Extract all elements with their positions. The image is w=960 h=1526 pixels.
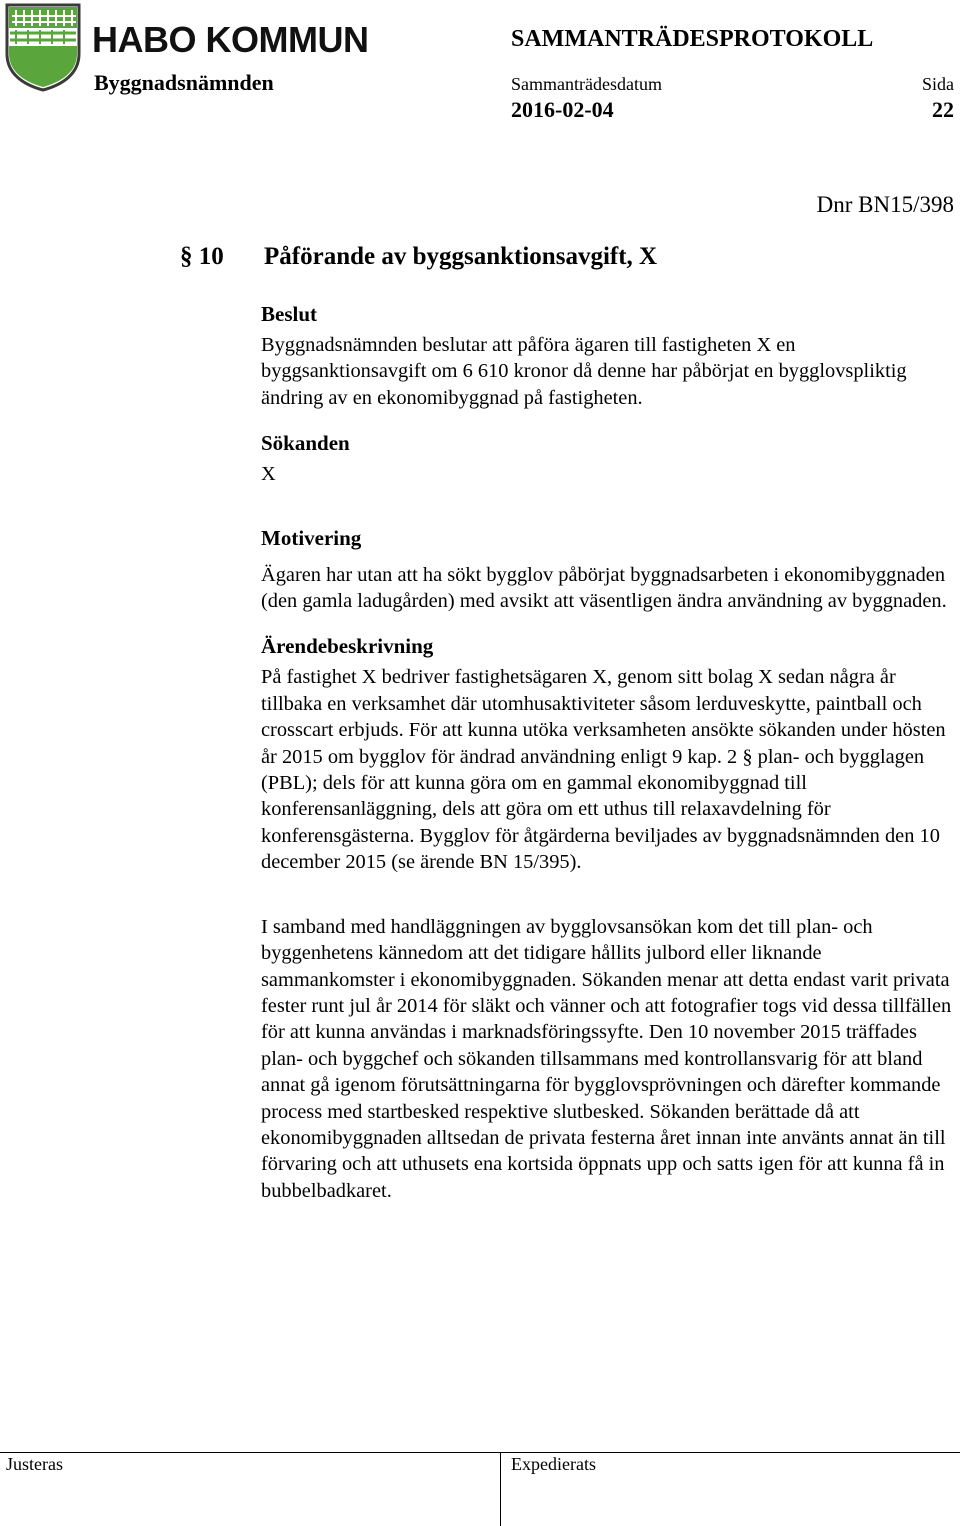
meeting-date-value: 2016-02-04 [511,97,614,122]
document-type: SAMMANTRÄDESPROTOKOLL [511,26,874,52]
paragraph-heading [180,243,657,271]
meeting-date-label: Sammanträdesdatum [511,74,662,94]
paragraph-title: Påförande av byggsanktionsavgift, X [264,243,658,270]
sokanden-heading: Sökanden [261,431,350,456]
arendebeskrivning-paragraph: I samband med handläggningen av bygglovsansökan kom det till plan- och byggenhetens kännedom att det tidigare hållits julbord eller liknande sammankomster i ekonomibyggnaden. Sökanden menar att detta endast varit privata fester runt jul år 2014 för släkt och vänner och att fotografier togs vid dessa tillfällen för att kunna användas i marknadsföringssyfte. Den 10 november 2015 träffades plan- och byggchef och sökanden tillsammans med kontrollansvarig för att bland annat gå igenom förutsättningarna för bygglovsprövningen och därefter kommande process med startbesked respektive slutbesked. Sökanden berättade då att ekonomibyggnaden alltsedan de privata festerna året innan inte använts annat än till förvaring och att uthusets ena kortsida öppnats upp och satts igen för att kunna få in bubbelbadkaret. [261,915,952,1202]
habo-kommun-crest-icon [4,2,82,92]
paragraph-number: 10 [198,243,224,270]
motivering-heading: Motivering [261,525,362,550]
protocol-body [261,300,956,1204]
arendebeskrivning-heading: Ärendebeskrivning [261,634,434,659]
board-name: Byggnadsnämnden [94,70,274,95]
municipality-name: HABO KOMMUN [92,19,369,60]
sokanden-text: X [261,463,276,486]
beslut-text: Byggnadsnämnden beslutar att påföra ägaren till fastigheten X en byggsanktionsavgift om 6 610 kronor då denne har påbörjat en bygglovspliktig ändring av en ekonomibyggnad på fastigheten. [261,334,907,409]
page-label: Sida [921,74,954,94]
footer-divider [500,1452,501,1526]
section-symbol: § [180,243,193,270]
motivering-text: Ägaren har utan att ha sökt bygglov påbörjat byggnadsarbeten i ekonomibyggnaden (den gamla ladugården) med avsikt att väsentligen ändra användning av byggnaden. [261,563,947,613]
arendebeskrivning-paragraph: På fastighet X bedriver fastighetsägaren X, genom sitt bolag X sedan några år tillbaka en verksamhet där utomhusaktiviteter såsom lerduveskytte, paintball och crosscart erbjuds. För att kunna utöka verksamheten ansökte sökanden under hösten år 2015 om bygglov för ändrad användning enligt 9 kap. 2 § plan- och bygglagen (PBL); dels för att kunna göra om en gammal ekonomibyggnad till konferensanläggning, dels att göra om ett uthus till relaxavdelning för konferensgästerna. Bygglov för åtgärderna beviljades av byggnadsnämnden den 10 december 2015 (se ärende BN 15/395). [261,666,946,874]
case-number: Dnr BN15/398 [816,192,954,217]
expedierats-label: Expedierats [511,1454,596,1474]
page-number: 22 [932,97,954,122]
justeras-label: Justeras [6,1454,63,1474]
beslut-heading: Beslut [261,302,318,326]
footer-rule [0,1452,960,1453]
